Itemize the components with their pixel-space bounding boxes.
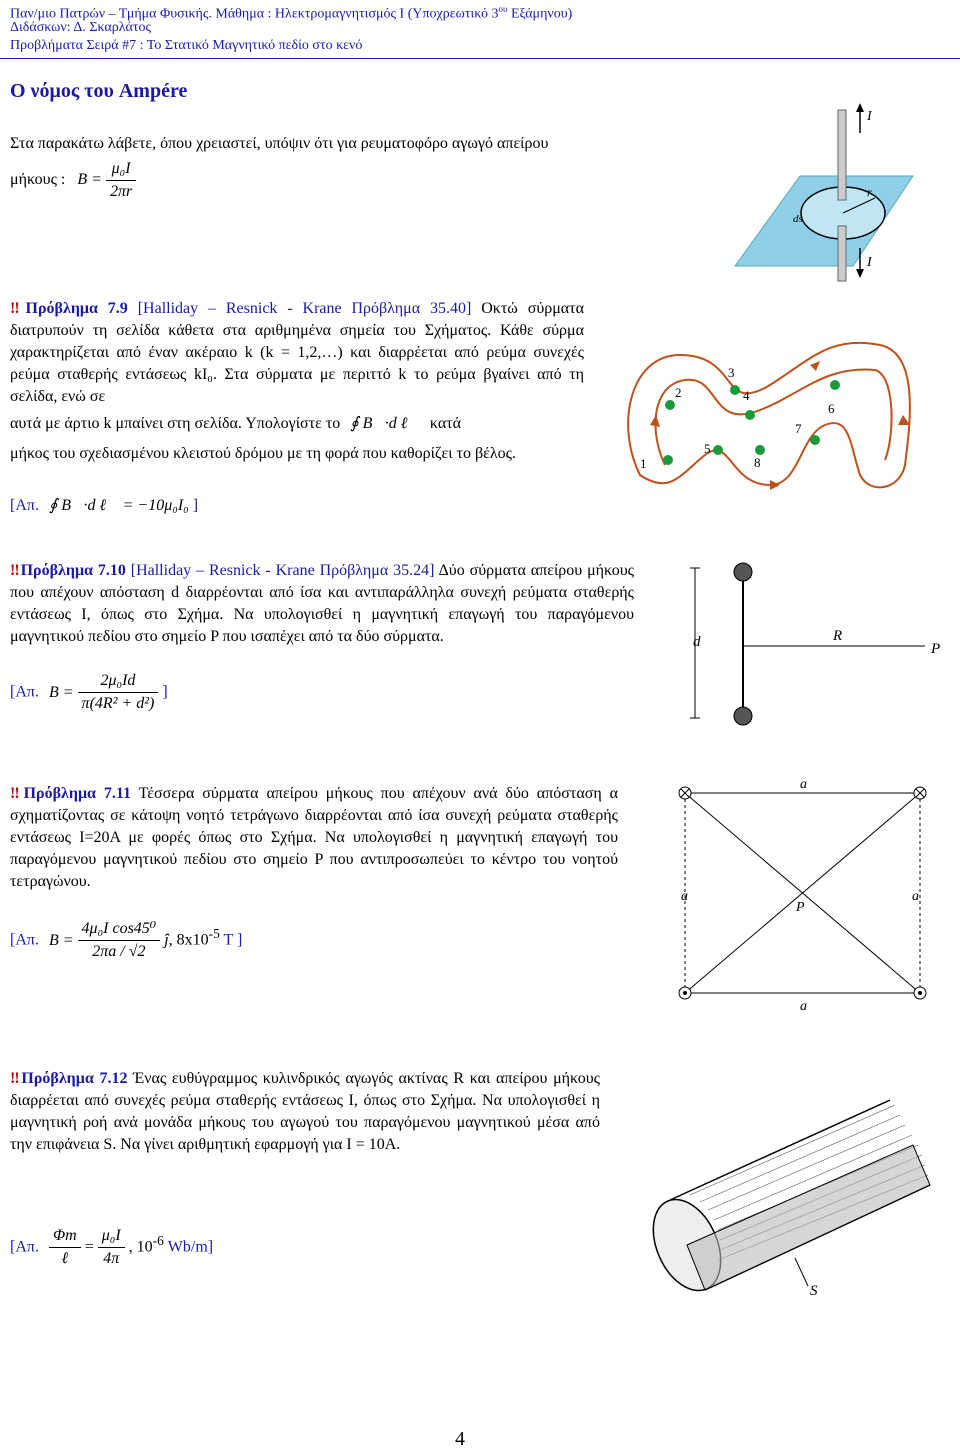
p711-answer-unit-vector: ĵ [164,931,169,949]
fig3-label-r: R [833,628,843,644]
arrowhead-top-icon [856,103,864,112]
fig2-label-5: 5 [704,441,711,456]
fig4-label-bottom: a [800,999,807,1013]
p712-marker: ‼ [10,1070,22,1087]
intro-formula-den: 2πr [109,183,133,200]
p710-text: Δύο σύρματα απείρου μήκους που απέχουν απόσταση d διαρρέονται από ίσα και αντιπαράλληλα συνεχή ρεύματα σταθερής εντάσεως I, όπως στο Σχήμα. Να υπολογισθεί η μαγνητική επαγωγή του παραγόμενου μαγνητικού πεδίου στο σημείο P που ισαπέχει από τα δύο σύρματα. [10,562,634,645]
p79-ref: [Halliday – Resnick - Krane Πρόβλημα 35.40] [137,300,472,317]
figure-closed-path [610,325,930,505]
p79-text-c: κατά [429,415,462,432]
fig2-label-7: 7 [795,421,802,436]
corner-wire-br-icon [914,987,926,999]
fig4-label-left: a [681,889,688,904]
fig3-label-d: d [693,634,701,650]
p79-text-a: Οκτώ σύρματα διατρυπούν τη σελίδα κάθετα στα αριθμημένα σημεία του Σχήματος. Κάθε σύρμα χαρακτηρίζεται από έναν ακέραιο k (k = 1,2,…) και διαρρέεται από ρεύμα συνεχές ρεύμα σταθερής εντάσεως kI₀. Στα σύρματα με περιττό k το ρεύμα βγαίνει από τη σελίδα, ενώ σε [10,300,584,405]
p79-marker: ‼ [10,300,26,317]
p711-text: Τέσσερα σύρματα απείρου μήκους που απέχουν ανά δύο απόσταση α σχηματίζοντας σε κάτοψη νοητό τετράγωνο διαρρέονται από ίσα συνεχή ρεύματα σταθερής εντάσεως I=20A με φορές όπως στο Σχήμα. Να υπολογισθεί η μαγνητική επαγωγή του παραγόμενου μαγνητικού πεδίου στο σημείο P που αντιπροσωπεύει το κέντρο του νοητού τετραγώνου. [10,785,618,890]
p710-answer-suffix: ] [162,683,168,701]
p712-answer-unit: Wb/m] [163,1238,214,1256]
p710-title: Πρόβλημα 7.10 [20,562,126,579]
p79-text-b: αυτά με άρτιο k μπαίνει στη σελίδα. Υπολογίστε το [10,415,341,432]
p711-answer-unit: T ] [219,931,243,949]
wire-dot-5 [713,445,723,455]
page-number: 4 [455,1428,465,1450]
p711-answer [10,918,242,963]
fig2-label-8: 8 [754,455,761,470]
fig4-label-right: a [912,889,919,904]
p710-answer-lhs: B = [48,683,74,701]
p710-marker: ‼ [10,562,21,579]
p711-marker: ‼ [10,785,24,802]
header-semester: Εξάμηνου) [507,6,573,22]
path-arrow-4-icon [770,480,780,490]
p710-answer-den: π(4R² + d²) [81,695,155,712]
header-course: Παν/μιο Πατρών – Τμήμα Φυσικής. Μάθημα : Ηλεκτρομαγνητισμός Ι (Υποχρεωτικό 3 [10,6,499,22]
p711-title: Πρόβλημα 7.11 [23,785,131,802]
p79-integral-row [10,413,584,435]
fig1-label-r: r [867,185,872,199]
surface-s-pointer [795,1258,808,1286]
problem-7-10 [10,560,634,648]
p79-integral: ∮ B⃗·d ℓ⃗ [350,415,420,432]
fig1-label-i-bottom: I [867,255,872,270]
intro-formula-row [10,158,136,203]
problem-7-12 [10,1068,600,1156]
wire-top-cross-icon [734,563,752,581]
p79-answer-prefix: [Απ. [10,497,39,514]
p79-title: Πρόβλημα 7.9 [25,300,128,317]
p712-text: Ένας ευθύγραμμος κυλινδρικός αγωγός ακτίνας R και απείρου μήκους διαρρέεται από συνεχές ρεύμα σταθερής εντάσεως I, όπως στο Σχήμα. Να υπολογισθεί η μαγνητική ροή ανά μονάδα μήκους του αγωγού του παραγόμενου μαγνητικού μέσα από την επιφάνεια S. Να γίνει αριθμητική εφαρμογή για I = 10A. [10,1070,601,1153]
p710-answer [10,670,168,715]
p711-answer-value: , 8x10 [168,931,209,949]
fig5-label-s: S [810,1283,818,1299]
fig1-label-i-top: I [867,109,872,124]
corner-wire-tr-icon [914,787,926,799]
arrowhead-bottom-icon [856,269,864,278]
fig2-label-3: 3 [728,365,735,380]
intro-formula-fraction [106,158,136,203]
p711-answer-prefix: [Απ. [10,931,39,949]
problem-7-11 [10,783,618,893]
section-title: Ο νόμος του Ampére [10,80,188,102]
p711-answer-lhs: B = [48,931,74,949]
fig4-label-p: P [796,900,805,915]
wire-dot-6 [830,380,840,390]
fig4-label-top: a [800,778,807,792]
p711-answer-den: 2πa / √2 [92,943,146,960]
wire-dot-1 [663,455,673,465]
figure-wire-plane [705,98,925,288]
corner-wire-tl-icon [679,787,691,799]
p712-answer-value: , 10 [128,1238,153,1256]
wire-dot-2 [665,400,675,410]
fig1-label-ds: ds [793,213,803,225]
header-instructor: Διδάσκων: Δ. Σκαρλάτος [10,20,152,35]
header-divider [0,58,960,59]
fig2-label-1: 1 [640,456,647,471]
wire-top [838,110,846,200]
p712-answer-exponent: -6 [152,1232,164,1248]
wire-bottom [838,226,846,281]
fig3-label-p: P [931,641,941,657]
wire-dot-4 [745,410,755,420]
p712-answer-num-left: Φm [49,1225,81,1248]
wire-dot-3 [730,385,740,395]
p712-answer-equals: = [84,1238,94,1256]
p712-answer-den-left: ℓ [61,1250,69,1267]
p79-answer [10,495,198,517]
p710-answer-fraction [78,670,159,715]
p712-answer-fraction-right [98,1225,125,1270]
figure-cylinder [630,1090,950,1310]
p712-answer-fraction-left [49,1225,81,1270]
wire-dot-8 [755,445,765,455]
p79-text-d: μήκος του σχεδιασμένου κλειστού δρόμου με τη φορά που καθορίζει το βέλος. [10,445,516,462]
intro-text-2: μήκους : [10,171,66,189]
p711-answer-fraction [78,918,161,963]
wire-dot-7 [810,435,820,445]
header-series: Προβλήματα Σειρά #7 : Το Στατικό Μαγνητικό πεδίο στο κενό [10,38,363,53]
fig2-label-4: 4 [743,388,750,403]
p79-answer-suffix: ] [192,497,199,514]
closed-path-line [628,343,910,488]
p79-answer-formula: ∮ B⃗·d ℓ⃗ = −10μ₀I₀ [48,497,189,514]
p710-answer-prefix: [Απ. [10,683,39,701]
fig2-label-6: 6 [828,401,835,416]
p710-ref: [Halliday – Resnick - Krane Πρόβλημα 35.24] [130,562,435,579]
fig2-label-2: 2 [675,385,682,400]
p712-answer [10,1225,213,1270]
intro-text: Στα παρακάτω λάβετε, όπου χρειαστεί, υπόψιν ότι για ρευματοφόρο αγωγό απείρου [10,135,549,152]
p712-answer-num-right: μ₀I [98,1225,125,1248]
header-sup: ου [498,4,508,14]
corner-wire-bl-icon [679,987,691,999]
p711-answer-num: 4μ₀I cos45⁰ [78,918,161,941]
figure-two-wires [685,558,955,738]
p712-title: Πρόβλημα 7.12 [21,1070,128,1087]
intro-formula-num: μ₀I [106,158,136,181]
path-arrow-1-icon [650,415,660,427]
figure-square-wires [655,778,945,1013]
path-arrow-2-icon [810,361,820,371]
intro-formula-lhs: B = [77,171,102,189]
problem-7-9 [10,298,584,408]
p710-answer-num: 2μ₀Id [78,670,159,693]
wire-bottom-dot-icon [734,707,752,725]
p712-answer-den-right: 4π [103,1250,120,1267]
p711-answer-exponent: -5 [208,925,220,941]
path-arrow-3-icon [898,415,910,425]
p712-answer-prefix: [Απ. [10,1238,39,1256]
